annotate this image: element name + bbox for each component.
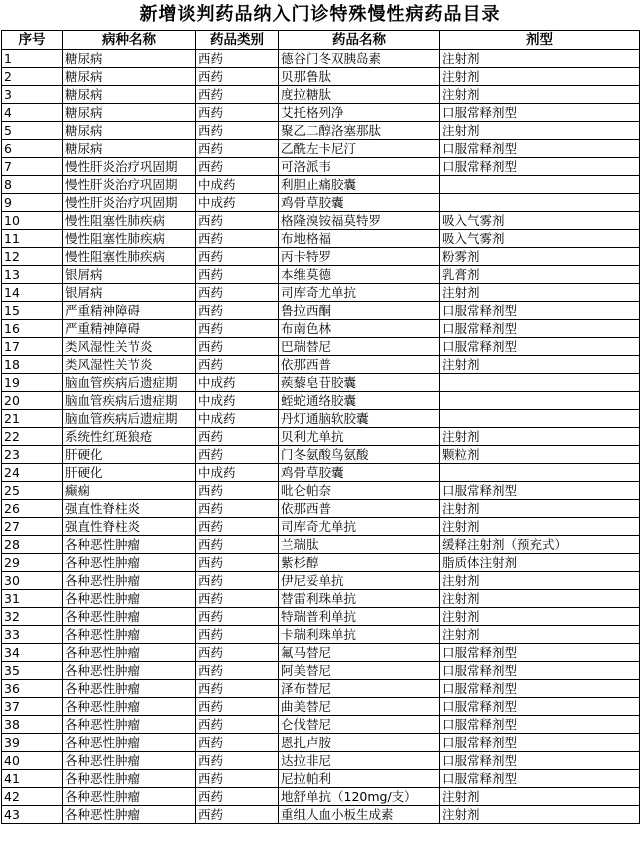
cell-index: 20 <box>2 392 63 410</box>
cell-index: 11 <box>2 230 63 248</box>
cell-drug-name: 门冬氨酸鸟氨酸 <box>279 446 440 464</box>
cell-disease: 类风湿性关节炎 <box>63 338 196 356</box>
cell-category: 西药 <box>196 518 279 536</box>
cell-category: 西药 <box>196 212 279 230</box>
cell-category: 西药 <box>196 554 279 572</box>
cell-disease: 各种恶性肿瘤 <box>63 662 196 680</box>
cell-disease: 慢性阻塞性肺疾病 <box>63 212 196 230</box>
cell-drug-name: 地舒单抗（120mg/支） <box>279 788 440 806</box>
cell-dosage-form: 缓释注射剂（预充式） <box>440 536 640 554</box>
table-row <box>2 212 640 230</box>
cell-dosage-form: 注射剂 <box>440 788 640 806</box>
table-row <box>2 104 640 122</box>
cell-dosage-form: 注射剂 <box>440 572 640 590</box>
cell-category: 西药 <box>196 626 279 644</box>
cell-drug-name: 鲁拉西酮 <box>279 302 440 320</box>
cell-dosage-form: 口服常释剂型 <box>440 158 640 176</box>
table-row <box>2 428 640 446</box>
cell-category: 西药 <box>196 50 279 68</box>
cell-dosage-form: 注射剂 <box>440 608 640 626</box>
cell-dosage-form: 口服常释剂型 <box>440 302 640 320</box>
cell-dosage-form: 口服常释剂型 <box>440 698 640 716</box>
cell-category: 西药 <box>196 590 279 608</box>
cell-dosage-form: 口服常释剂型 <box>440 140 640 158</box>
cell-drug-name: 替雷利珠单抗 <box>279 590 440 608</box>
cell-disease: 各种恶性肿瘤 <box>63 788 196 806</box>
cell-index: 36 <box>2 680 63 698</box>
cell-disease: 糖尿病 <box>63 104 196 122</box>
cell-disease: 糖尿病 <box>63 140 196 158</box>
cell-drug-name: 布南色林 <box>279 320 440 338</box>
cell-drug-name: 艾托格列净 <box>279 104 440 122</box>
cell-category: 西药 <box>196 806 279 824</box>
table-row <box>2 482 640 500</box>
cell-category: 西药 <box>196 284 279 302</box>
table-row <box>2 68 640 86</box>
cell-disease: 脑血管疾病后遗症期 <box>63 374 196 392</box>
table-header-row <box>2 31 640 50</box>
cell-disease: 慢性肝炎治疗巩固期 <box>63 176 196 194</box>
cell-disease: 各种恶性肿瘤 <box>63 608 196 626</box>
cell-dosage-form: 颗粒剂 <box>440 446 640 464</box>
table-row <box>2 500 640 518</box>
cell-category: 西药 <box>196 608 279 626</box>
cell-index: 26 <box>2 500 63 518</box>
cell-dosage-form <box>440 374 640 392</box>
cell-index: 22 <box>2 428 63 446</box>
cell-dosage-form: 注射剂 <box>440 518 640 536</box>
cell-disease: 严重精神障碍 <box>63 302 196 320</box>
cell-disease: 各种恶性肿瘤 <box>63 770 196 788</box>
cell-category: 中成药 <box>196 392 279 410</box>
cell-dosage-form: 注射剂 <box>440 626 640 644</box>
cell-category: 西药 <box>196 86 279 104</box>
table-row <box>2 590 640 608</box>
cell-disease: 系统性红斑狼疮 <box>63 428 196 446</box>
cell-drug-name: 卡瑞利珠单抗 <box>279 626 440 644</box>
table-row <box>2 374 640 392</box>
table-row <box>2 356 640 374</box>
cell-index: 31 <box>2 590 63 608</box>
cell-category: 西药 <box>196 662 279 680</box>
cell-drug-name: 紫杉醇 <box>279 554 440 572</box>
cell-category: 中成药 <box>196 176 279 194</box>
table-row <box>2 284 640 302</box>
cell-index: 24 <box>2 464 63 482</box>
table-row <box>2 554 640 572</box>
cell-disease: 肝硬化 <box>63 464 196 482</box>
cell-dosage-form: 注射剂 <box>440 122 640 140</box>
cell-dosage-form: 口服常释剂型 <box>440 770 640 788</box>
table-row <box>2 230 640 248</box>
cell-disease: 银屑病 <box>63 266 196 284</box>
cell-category: 中成药 <box>196 410 279 428</box>
table-row <box>2 608 640 626</box>
cell-drug-name: 阿美替尼 <box>279 662 440 680</box>
cell-index: 32 <box>2 608 63 626</box>
cell-disease: 严重精神障碍 <box>63 320 196 338</box>
table-row <box>2 788 640 806</box>
cell-disease: 类风湿性关节炎 <box>63 356 196 374</box>
cell-disease: 癫痫 <box>63 482 196 500</box>
cell-dosage-form: 口服常释剂型 <box>440 482 640 500</box>
cell-drug-name: 恩扎卢胺 <box>279 734 440 752</box>
cell-drug-name: 依那西普 <box>279 356 440 374</box>
cell-index: 13 <box>2 266 63 284</box>
cell-disease: 各种恶性肿瘤 <box>63 734 196 752</box>
cell-dosage-form: 口服常释剂型 <box>440 338 640 356</box>
table-row <box>2 392 640 410</box>
cell-index: 2 <box>2 68 63 86</box>
cell-drug-name: 丙卡特罗 <box>279 248 440 266</box>
cell-disease: 各种恶性肿瘤 <box>63 752 196 770</box>
table-row <box>2 158 640 176</box>
cell-index: 29 <box>2 554 63 572</box>
cell-disease: 脑血管疾病后遗症期 <box>63 392 196 410</box>
cell-index: 35 <box>2 662 63 680</box>
cell-index: 27 <box>2 518 63 536</box>
cell-dosage-form: 注射剂 <box>440 806 640 824</box>
cell-index: 14 <box>2 284 63 302</box>
cell-category: 西药 <box>196 680 279 698</box>
cell-index: 4 <box>2 104 63 122</box>
cell-index: 5 <box>2 122 63 140</box>
table-row <box>2 518 640 536</box>
cell-category: 西药 <box>196 500 279 518</box>
cell-disease: 各种恶性肿瘤 <box>63 626 196 644</box>
cell-disease: 糖尿病 <box>63 68 196 86</box>
cell-dosage-form: 注射剂 <box>440 356 640 374</box>
table-row <box>2 338 640 356</box>
cell-index: 18 <box>2 356 63 374</box>
cell-dosage-form: 注射剂 <box>440 428 640 446</box>
table-row <box>2 806 640 824</box>
cell-drug-name: 兰瑞肽 <box>279 536 440 554</box>
table-row <box>2 320 640 338</box>
cell-drug-name: 蒺藜皂苷胶囊 <box>279 374 440 392</box>
cell-disease: 糖尿病 <box>63 50 196 68</box>
table-row <box>2 302 640 320</box>
cell-index: 12 <box>2 248 63 266</box>
cell-drug-name: 达拉非尼 <box>279 752 440 770</box>
table-row <box>2 446 640 464</box>
cell-dosage-form: 注射剂 <box>440 86 640 104</box>
header-dosage-form: 剂型 <box>440 31 640 50</box>
cell-drug-name: 格隆溴铵福莫特罗 <box>279 212 440 230</box>
cell-dosage-form: 口服常释剂型 <box>440 662 640 680</box>
cell-dosage-form: 口服常释剂型 <box>440 716 640 734</box>
cell-drug-name: 利胆止痛胶囊 <box>279 176 440 194</box>
cell-dosage-form: 注射剂 <box>440 500 640 518</box>
cell-drug-name: 聚乙二醇洛塞那肽 <box>279 122 440 140</box>
cell-disease: 各种恶性肿瘤 <box>63 590 196 608</box>
table-row <box>2 266 640 284</box>
cell-category: 西药 <box>196 788 279 806</box>
table-row <box>2 662 640 680</box>
cell-drug-name: 依那西普 <box>279 500 440 518</box>
cell-dosage-form: 吸入气雾剂 <box>440 212 640 230</box>
cell-index: 34 <box>2 644 63 662</box>
table-row <box>2 770 640 788</box>
cell-index: 8 <box>2 176 63 194</box>
cell-disease: 各种恶性肿瘤 <box>63 536 196 554</box>
cell-dosage-form: 注射剂 <box>440 590 640 608</box>
cell-disease: 慢性肝炎治疗巩固期 <box>63 158 196 176</box>
cell-drug-name: 吡仑帕奈 <box>279 482 440 500</box>
cell-dosage-form: 注射剂 <box>440 284 640 302</box>
cell-index: 42 <box>2 788 63 806</box>
cell-category: 西药 <box>196 716 279 734</box>
cell-disease: 各种恶性肿瘤 <box>63 806 196 824</box>
cell-index: 10 <box>2 212 63 230</box>
cell-disease: 各种恶性肿瘤 <box>63 680 196 698</box>
cell-dosage-form: 乳膏剂 <box>440 266 640 284</box>
cell-drug-name: 氟马替尼 <box>279 644 440 662</box>
cell-disease: 脑血管疾病后遗症期 <box>63 410 196 428</box>
cell-drug-name: 鸡骨草胶囊 <box>279 464 440 482</box>
table-body <box>2 50 640 824</box>
cell-category: 西药 <box>196 572 279 590</box>
cell-dosage-form: 口服常释剂型 <box>440 734 640 752</box>
cell-disease: 各种恶性肿瘤 <box>63 644 196 662</box>
cell-drug-name: 蛭蛇通络胶囊 <box>279 392 440 410</box>
cell-category: 西药 <box>196 356 279 374</box>
cell-index: 7 <box>2 158 63 176</box>
cell-disease: 糖尿病 <box>63 122 196 140</box>
cell-drug-name: 本维莫德 <box>279 266 440 284</box>
cell-category: 西药 <box>196 302 279 320</box>
cell-drug-name: 司库奇尤单抗 <box>279 284 440 302</box>
cell-drug-name: 特瑞普利单抗 <box>279 608 440 626</box>
cell-category: 西药 <box>196 644 279 662</box>
cell-category: 中成药 <box>196 194 279 212</box>
table-row <box>2 752 640 770</box>
cell-category: 西药 <box>196 104 279 122</box>
table-row <box>2 644 640 662</box>
table-row <box>2 410 640 428</box>
cell-dosage-form <box>440 464 640 482</box>
cell-index: 25 <box>2 482 63 500</box>
cell-category: 西药 <box>196 122 279 140</box>
table-row <box>2 464 640 482</box>
cell-category: 西药 <box>196 752 279 770</box>
table-row <box>2 698 640 716</box>
cell-drug-name: 可洛派韦 <box>279 158 440 176</box>
cell-index: 23 <box>2 446 63 464</box>
cell-index: 33 <box>2 626 63 644</box>
cell-category: 西药 <box>196 482 279 500</box>
cell-disease: 肝硬化 <box>63 446 196 464</box>
drug-list-table <box>1 30 640 824</box>
cell-drug-name: 贝那鲁肽 <box>279 68 440 86</box>
table-row <box>2 572 640 590</box>
cell-dosage-form <box>440 410 640 428</box>
cell-disease: 强直性脊柱炎 <box>63 518 196 536</box>
cell-dosage-form <box>440 392 640 410</box>
cell-index: 9 <box>2 194 63 212</box>
cell-index: 40 <box>2 752 63 770</box>
cell-drug-name: 仑伐替尼 <box>279 716 440 734</box>
table-row <box>2 248 640 266</box>
cell-disease: 强直性脊柱炎 <box>63 500 196 518</box>
cell-disease: 糖尿病 <box>63 86 196 104</box>
table-row <box>2 86 640 104</box>
cell-disease: 慢性阻塞性肺疾病 <box>63 248 196 266</box>
cell-index: 3 <box>2 86 63 104</box>
cell-category: 西药 <box>196 230 279 248</box>
cell-dosage-form: 吸入气雾剂 <box>440 230 640 248</box>
cell-disease: 慢性肝炎治疗巩固期 <box>63 194 196 212</box>
cell-dosage-form: 口服常释剂型 <box>440 752 640 770</box>
table-row <box>2 176 640 194</box>
cell-category: 西药 <box>196 266 279 284</box>
cell-dosage-form: 口服常释剂型 <box>440 680 640 698</box>
cell-dosage-form <box>440 176 640 194</box>
header-disease: 病种名称 <box>63 31 196 50</box>
cell-index: 17 <box>2 338 63 356</box>
cell-drug-name: 德谷门冬双胰岛素 <box>279 50 440 68</box>
cell-dosage-form: 口服常释剂型 <box>440 104 640 122</box>
cell-dosage-form <box>440 194 640 212</box>
cell-index: 38 <box>2 716 63 734</box>
cell-category: 西药 <box>196 446 279 464</box>
cell-index: 41 <box>2 770 63 788</box>
table-row <box>2 626 640 644</box>
cell-dosage-form: 注射剂 <box>440 68 640 86</box>
cell-drug-name: 伊尼妥单抗 <box>279 572 440 590</box>
table-row <box>2 680 640 698</box>
cell-drug-name: 鸡骨草胶囊 <box>279 194 440 212</box>
cell-category: 西药 <box>196 140 279 158</box>
page-title: 新增谈判药品纳入门诊特殊慢性病药品目录 <box>139 4 501 25</box>
cell-disease: 慢性阻塞性肺疾病 <box>63 230 196 248</box>
cell-index: 15 <box>2 302 63 320</box>
table-row <box>2 734 640 752</box>
cell-category: 西药 <box>196 338 279 356</box>
cell-index: 30 <box>2 572 63 590</box>
cell-dosage-form: 粉雾剂 <box>440 248 640 266</box>
header-drug-name: 药品名称 <box>279 31 440 50</box>
cell-drug-name: 贝利尤单抗 <box>279 428 440 446</box>
cell-drug-name: 乙酰左卡尼汀 <box>279 140 440 158</box>
cell-dosage-form: 口服常释剂型 <box>440 320 640 338</box>
cell-category: 西药 <box>196 698 279 716</box>
table-row <box>2 50 640 68</box>
cell-dosage-form: 注射剂 <box>440 50 640 68</box>
cell-index: 1 <box>2 50 63 68</box>
cell-disease: 各种恶性肿瘤 <box>63 554 196 572</box>
cell-index: 37 <box>2 698 63 716</box>
table-row <box>2 536 640 554</box>
cell-category: 西药 <box>196 158 279 176</box>
cell-index: 28 <box>2 536 63 554</box>
cell-category: 西药 <box>196 320 279 338</box>
table-row <box>2 122 640 140</box>
header-category: 药品类别 <box>196 31 279 50</box>
cell-drug-name: 布地格福 <box>279 230 440 248</box>
table-row <box>2 194 640 212</box>
cell-category: 西药 <box>196 248 279 266</box>
cell-drug-name: 巴瑞替尼 <box>279 338 440 356</box>
cell-category: 中成药 <box>196 374 279 392</box>
cell-index: 39 <box>2 734 63 752</box>
cell-index: 16 <box>2 320 63 338</box>
cell-dosage-form: 脂质体注射剂 <box>440 554 640 572</box>
cell-index: 43 <box>2 806 63 824</box>
cell-drug-name: 司库奇尤单抗 <box>279 518 440 536</box>
cell-drug-name: 重组人血小板生成素 <box>279 806 440 824</box>
cell-category: 西药 <box>196 68 279 86</box>
cell-disease: 银屑病 <box>63 284 196 302</box>
cell-index: 19 <box>2 374 63 392</box>
cell-disease: 各种恶性肿瘤 <box>63 572 196 590</box>
cell-category: 中成药 <box>196 464 279 482</box>
cell-disease: 各种恶性肿瘤 <box>63 716 196 734</box>
cell-drug-name: 丹灯通脑软胶囊 <box>279 410 440 428</box>
cell-dosage-form: 口服常释剂型 <box>440 644 640 662</box>
cell-drug-name: 度拉糖肽 <box>279 86 440 104</box>
table-row <box>2 716 640 734</box>
cell-category: 西药 <box>196 428 279 446</box>
cell-index: 21 <box>2 410 63 428</box>
cell-drug-name: 尼拉帕利 <box>279 770 440 788</box>
cell-drug-name: 曲美替尼 <box>279 698 440 716</box>
cell-category: 西药 <box>196 770 279 788</box>
cell-index: 6 <box>2 140 63 158</box>
cell-drug-name: 泽布替尼 <box>279 680 440 698</box>
table-row <box>2 140 640 158</box>
header-index: 序号 <box>2 31 63 50</box>
cell-category: 西药 <box>196 734 279 752</box>
cell-disease: 各种恶性肿瘤 <box>63 698 196 716</box>
cell-category: 西药 <box>196 536 279 554</box>
